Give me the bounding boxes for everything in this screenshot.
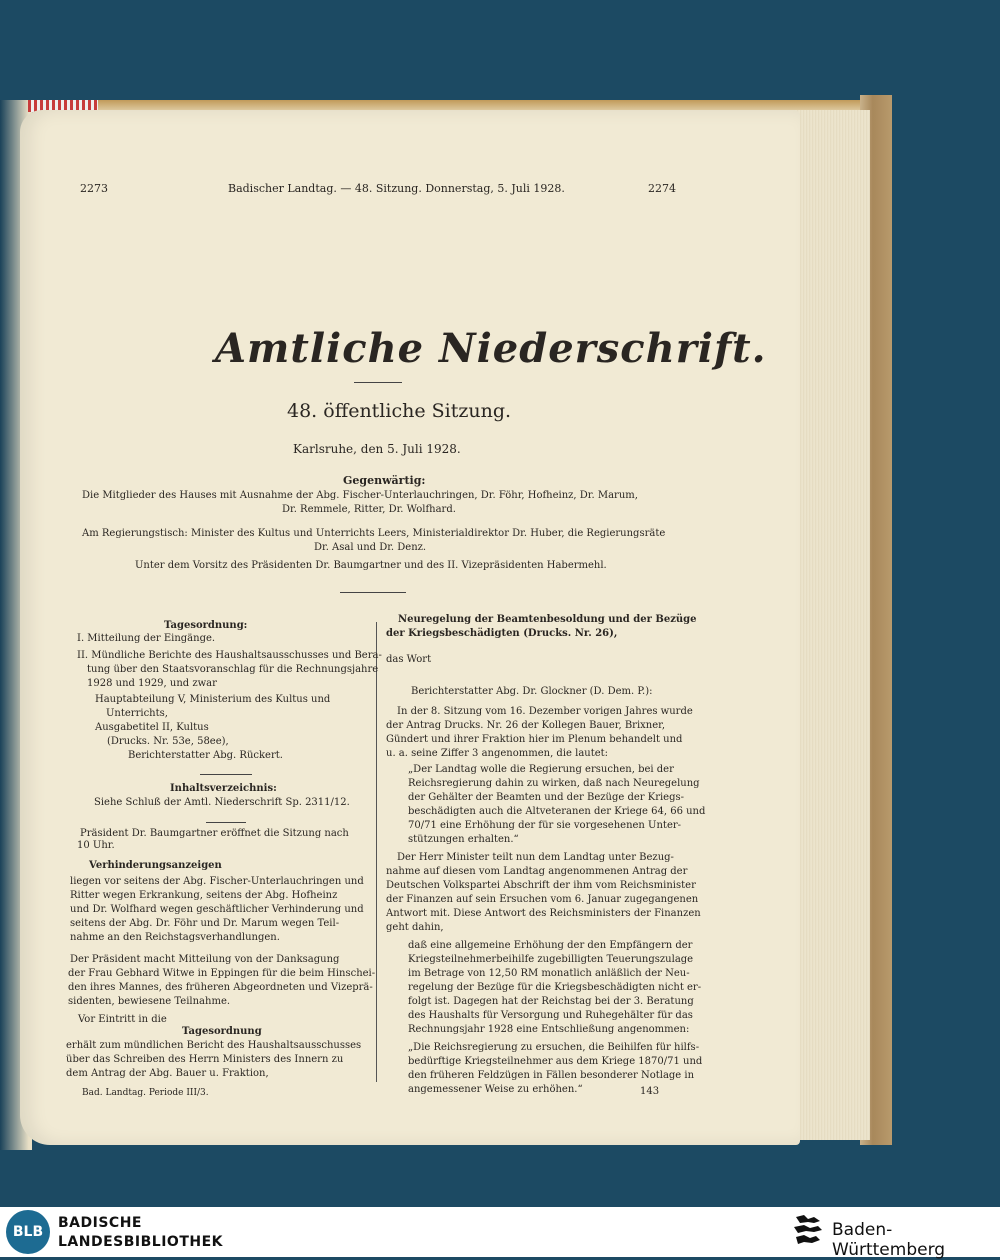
divider	[206, 822, 246, 823]
text-line: Siehe Schluß der Amtl. Niederschrift Sp. 2311/12.	[94, 797, 350, 808]
quote-line: beschädigten auch die Altveteranen der Kriege 64, 66 und	[408, 806, 706, 817]
quote-line: stützungen erhalten.“	[408, 834, 519, 845]
quote-line: daß eine allgemeine Erhöhung der den Empfängern der	[408, 940, 693, 951]
text-line: liegen vor seitens der Abg. Fischer-Unterlauchringen und	[70, 876, 364, 887]
text-line: u. a. seine Ziffer 3 angenommen, die lautet:	[386, 748, 609, 759]
quote-line: regelung der Bezüge für die Kriegsbeschädigten nicht er-	[408, 982, 702, 993]
quote-line: bedürftige Kriegsteilnehmer aus dem Kriege 1870/71 und	[408, 1056, 703, 1067]
page-footer-left: Bad. Landtag. Periode III/3.	[82, 1088, 209, 1098]
text-line: Gündert und ihrer Fraktion hier im Plenum behandelt und	[386, 734, 683, 745]
present-line: Dr. Remmele, Ritter, Dr. Wolfhard.	[282, 504, 456, 515]
present-line: Am Regierungstisch: Minister des Kultus und Unterrichts Leers, Ministerialdirektor Dr. Huber, die Regierungsräte	[82, 528, 666, 539]
agenda-heading: Tagesordnung:	[164, 620, 248, 631]
place-date: Karlsruhe, den 5. Juli 1928.	[293, 442, 461, 456]
page-number-right: 2274	[648, 182, 676, 195]
quote-line: Rechnungsjahr 1928 eine Entschließung angenommen:	[408, 1024, 690, 1035]
speaker-line: Berichterstatter Abg. Dr. Glockner (D. Dem. P.):	[411, 686, 653, 697]
text-line: Präsident Dr. Baumgartner eröffnet die Sitzung nach	[80, 828, 349, 839]
text-line: tung über den Staatsvoranschlag für die Rechnungsjahre	[87, 664, 379, 675]
text-line: (Drucks. Nr. 53e, 58ee),	[107, 736, 229, 747]
text-line: der Antrag Drucks. Nr. 26 der Kollegen Bauer, Brixner,	[386, 720, 666, 731]
text-line: Berichterstatter Abg. Rückert.	[128, 750, 283, 761]
text-line: In der 8. Sitzung vom 16. Dezember vorigen Jahres wurde	[397, 706, 693, 717]
agenda-item-title: Neuregelung der Beamtenbesoldung und der Bezüge	[398, 614, 697, 625]
page-number-left: 2273	[80, 182, 108, 195]
quote-line: 70/71 eine Erhöhung der für sie vorgesehenen Unter-	[408, 820, 682, 831]
text-line: der Frau Gebhard Witwe in Eppingen für die beim Hinschei-	[68, 968, 376, 979]
column-divider	[376, 622, 377, 1082]
bw-coat-of-arms-icon	[790, 1213, 824, 1249]
text-line: Antwort mit. Diese Antwort des Reichsministers der Finanzen	[386, 908, 701, 919]
running-title: Badischer Landtag. — 48. Sitzung. Donnerstag, 5. Juli 1928.	[228, 182, 565, 195]
text-line: den ihres Mannes, des früheren Abgeordneten und Vizeprä-	[68, 982, 373, 993]
text-line: erhält zum mündlichen Bericht des Haushaltsausschusses	[66, 1040, 362, 1051]
library-name-line1: BADISCHE	[58, 1215, 142, 1231]
blb-logo-icon[interactable]: BLB	[6, 1210, 50, 1254]
quote-line: folgt ist. Dagegen hat der Reichstag bei der 3. Beratung	[408, 996, 694, 1007]
present-line: Dr. Asal und Dr. Denz.	[314, 542, 427, 553]
agenda-heading: Tagesordnung	[182, 1026, 262, 1037]
text-line: Der Präsident macht Mitteilung von der Danksagung	[70, 954, 340, 965]
divider	[340, 592, 406, 593]
present-line: Unter dem Vorsitz des Präsidenten Dr. Baumgartner und des II. Vizepräsidenten Habermehl.	[135, 560, 607, 571]
text-line: I. Mitteilung der Eingänge.	[77, 633, 216, 644]
quote-line: im Betrage von 12,50 RM monatlich anläßlich der Neu-	[408, 968, 690, 979]
quote-line: des Haushalts für Versorgung und Ruhegehälter für das	[408, 1010, 693, 1021]
divider	[200, 774, 252, 775]
text-line: dem Antrag der Abg. Bauer u. Fraktion,	[66, 1068, 269, 1079]
text-line: und Dr. Wolfhard wegen geschäftlicher Verhinderung und	[70, 904, 364, 915]
page-footer-number: 143	[640, 1086, 660, 1097]
text-line: Vor Eintritt in die	[78, 1014, 167, 1025]
text-line: Unterrichts,	[106, 708, 168, 719]
quote-line: Kriegsteilnehmerbeihilfe zugebilligten Teuerungszulage	[408, 954, 694, 965]
quote-line: den früheren Feldzügen in Fällen besonderer Notlage in	[408, 1070, 695, 1081]
document-title: Amtliche Niederschrift.	[215, 325, 767, 372]
quote-line: angemessener Weise zu erhöhen.“	[408, 1084, 583, 1095]
text-line: geht dahin,	[386, 922, 444, 933]
quote-line: „Die Reichsregierung zu ersuchen, die Beihilfen für hilfs-	[408, 1042, 700, 1053]
text-line: seitens der Abg. Dr. Föhr und Dr. Marum wegen Teil-	[70, 918, 340, 929]
present-heading: Gegenwärtig:	[343, 474, 426, 487]
text-line: Der Herr Minister teilt nun dem Landtag unter Bezug-	[397, 852, 674, 863]
text-line: 1928 und 1929, und zwar	[87, 678, 217, 689]
index-heading: Inhaltsverzeichnis:	[170, 783, 277, 794]
text-line: Ritter wegen Erkrankung, seitens der Abg. Hofheinz	[70, 890, 338, 901]
page-stack-edge	[790, 110, 870, 1140]
agenda-item-title: der Kriegsbeschädigten (Drucks. Nr. 26),	[386, 628, 618, 639]
quote-line: Reichsregierung dahin zu wirken, daß nach Neuregelung	[408, 778, 700, 789]
text-line: über das Schreiben des Herrn Ministers des Innern zu	[66, 1054, 344, 1065]
text-line: Ausgabetitel II, Kultus	[95, 722, 209, 733]
library-name[interactable]	[58, 1214, 223, 1252]
library-name-line2: LANDESBIBLIOTHEK	[58, 1234, 224, 1250]
state-name[interactable]: Baden-Württemberg	[832, 1220, 946, 1260]
text-line: Deutschen Volkspartei Abschrift der ihm vom Reichsminister	[386, 880, 696, 891]
divider	[354, 382, 402, 383]
text-line: nahme auf diesen vom Landtag angenommenen Antrag der	[386, 866, 688, 877]
section-heading: Verhinderungsanzeigen	[89, 860, 222, 871]
text-line: 10 Uhr.	[77, 840, 115, 851]
text-line: II. Mündliche Berichte des Haushaltsausschusses und Bera-	[77, 650, 382, 661]
text-line: das Wort	[386, 654, 432, 665]
present-line: Die Mitglieder des Hauses mit Ausnahme der Abg. Fischer-Unterlauchringen, Dr. Föhr, Hofheinz, Dr. Marum,	[82, 490, 638, 501]
session-subtitle: 48. öffentliche Sitzung.	[287, 400, 512, 422]
text-line: Hauptabteilung V, Ministerium des Kultus und	[95, 694, 331, 705]
quote-line: „Der Landtag wolle die Regierung ersuchen, bei der	[408, 764, 674, 775]
quote-line: der Gehälter der Beamten und der Bezüge der Kriegs-	[408, 792, 684, 803]
text-line: nahme an den Reichstagsverhandlungen.	[70, 932, 280, 943]
text-line: sidenten, bewiesene Teilnahme.	[68, 996, 231, 1007]
text-line: der Finanzen auf sein Ersuchen vom 6. Januar zugegangenen	[386, 894, 699, 905]
